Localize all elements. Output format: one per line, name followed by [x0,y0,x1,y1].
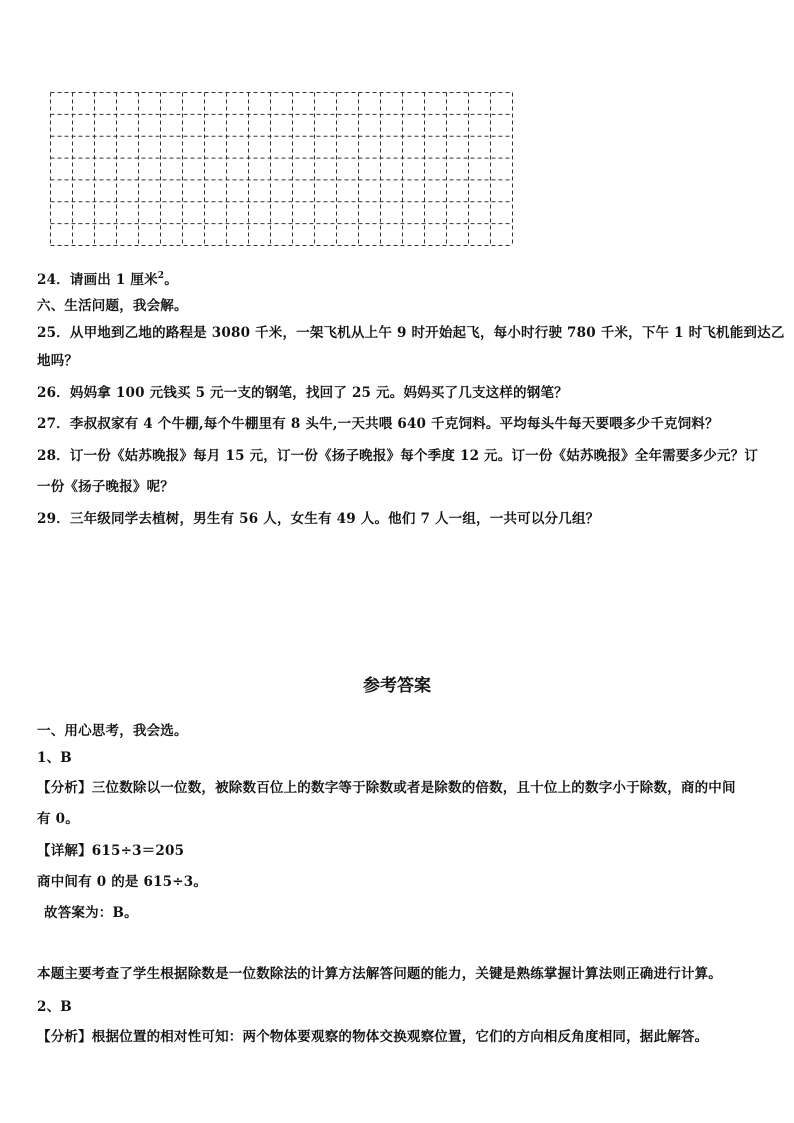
grid-drawing [50,92,513,246]
answer-2-analysis: 【分析】根据位置的相对性可知：两个物体要观察的物体交换观察位置，它们的方向相反角度相同，据此解答。 [37,1029,709,1045]
answer-key-title: 参考答案 [363,676,431,696]
question-28-line-1: 28．订一份《姑苏晚报》每月 15 元，订一份《扬子晚报》每个季度 12 元。订一份《姑苏晚报》全年需要多少元？订 [37,448,759,464]
question-24-superscript: 2 [157,271,165,281]
answer-1-label: 1、B [37,750,72,766]
dotted-grid [50,92,513,246]
answer-1-analysis-line-2: 有 0。 [37,811,79,827]
section-6-heading: 六、生活问题，我会解。 [37,298,188,314]
question-27: 27．李叔叔家有 4 个牛棚,每个牛棚里有 8 头牛,一天共喂 640 千克饲料。平均每头牛每天要喂多少千克饲料？ [37,416,719,432]
answer-1-conclusion: 故答案为：B。 [44,905,138,921]
question-25-line-2: 地吗？ [37,353,79,369]
answer-section-1-heading: 一、用心思考，我会选。 [37,723,188,739]
answer-1-analysis-line-1: 【分析】三位数除以一位数，被除数百位上的数字等于除数或者是除数的倍数，且十位上的数字小于除数，商的中间 [37,780,736,796]
question-25-line-1: 25．从甲地到乙地的路程是 3080 千米，一架飞机从上午 9 时开始起飞，每小时行驶 780 千米，下午 1 时飞机能到达乙 [37,325,785,341]
answer-2-label: 2、B [37,999,72,1015]
answer-1-note: 本题主要考查了学生根据除数是一位数除法的计算方法解答问题的能力，关键是熟练掌握计算法则正确进行计算。 [37,966,722,982]
question-28-line-2: 一份《扬子晚报》呢？ [37,479,174,495]
question-24-text: 24．请画出 1 厘米 [37,272,158,288]
question-24-end: 。 [164,272,178,288]
question-29: 29．三年级同学去植树，男生有 56 人，女生有 49 人。他们 7 人一组，一共可以分几组？ [37,511,600,527]
answer-1-detail: 【详解】615÷3＝205 [37,843,185,859]
answer-1-line: 商中间有 0 的是 615÷3。 [37,874,208,890]
question-26: 26．妈妈拿 100 元钱买 5 元一支的钢笔，找回了 25 元。妈妈买了几支这样的钢笔？ [37,385,568,401]
question-24 [37,271,178,289]
